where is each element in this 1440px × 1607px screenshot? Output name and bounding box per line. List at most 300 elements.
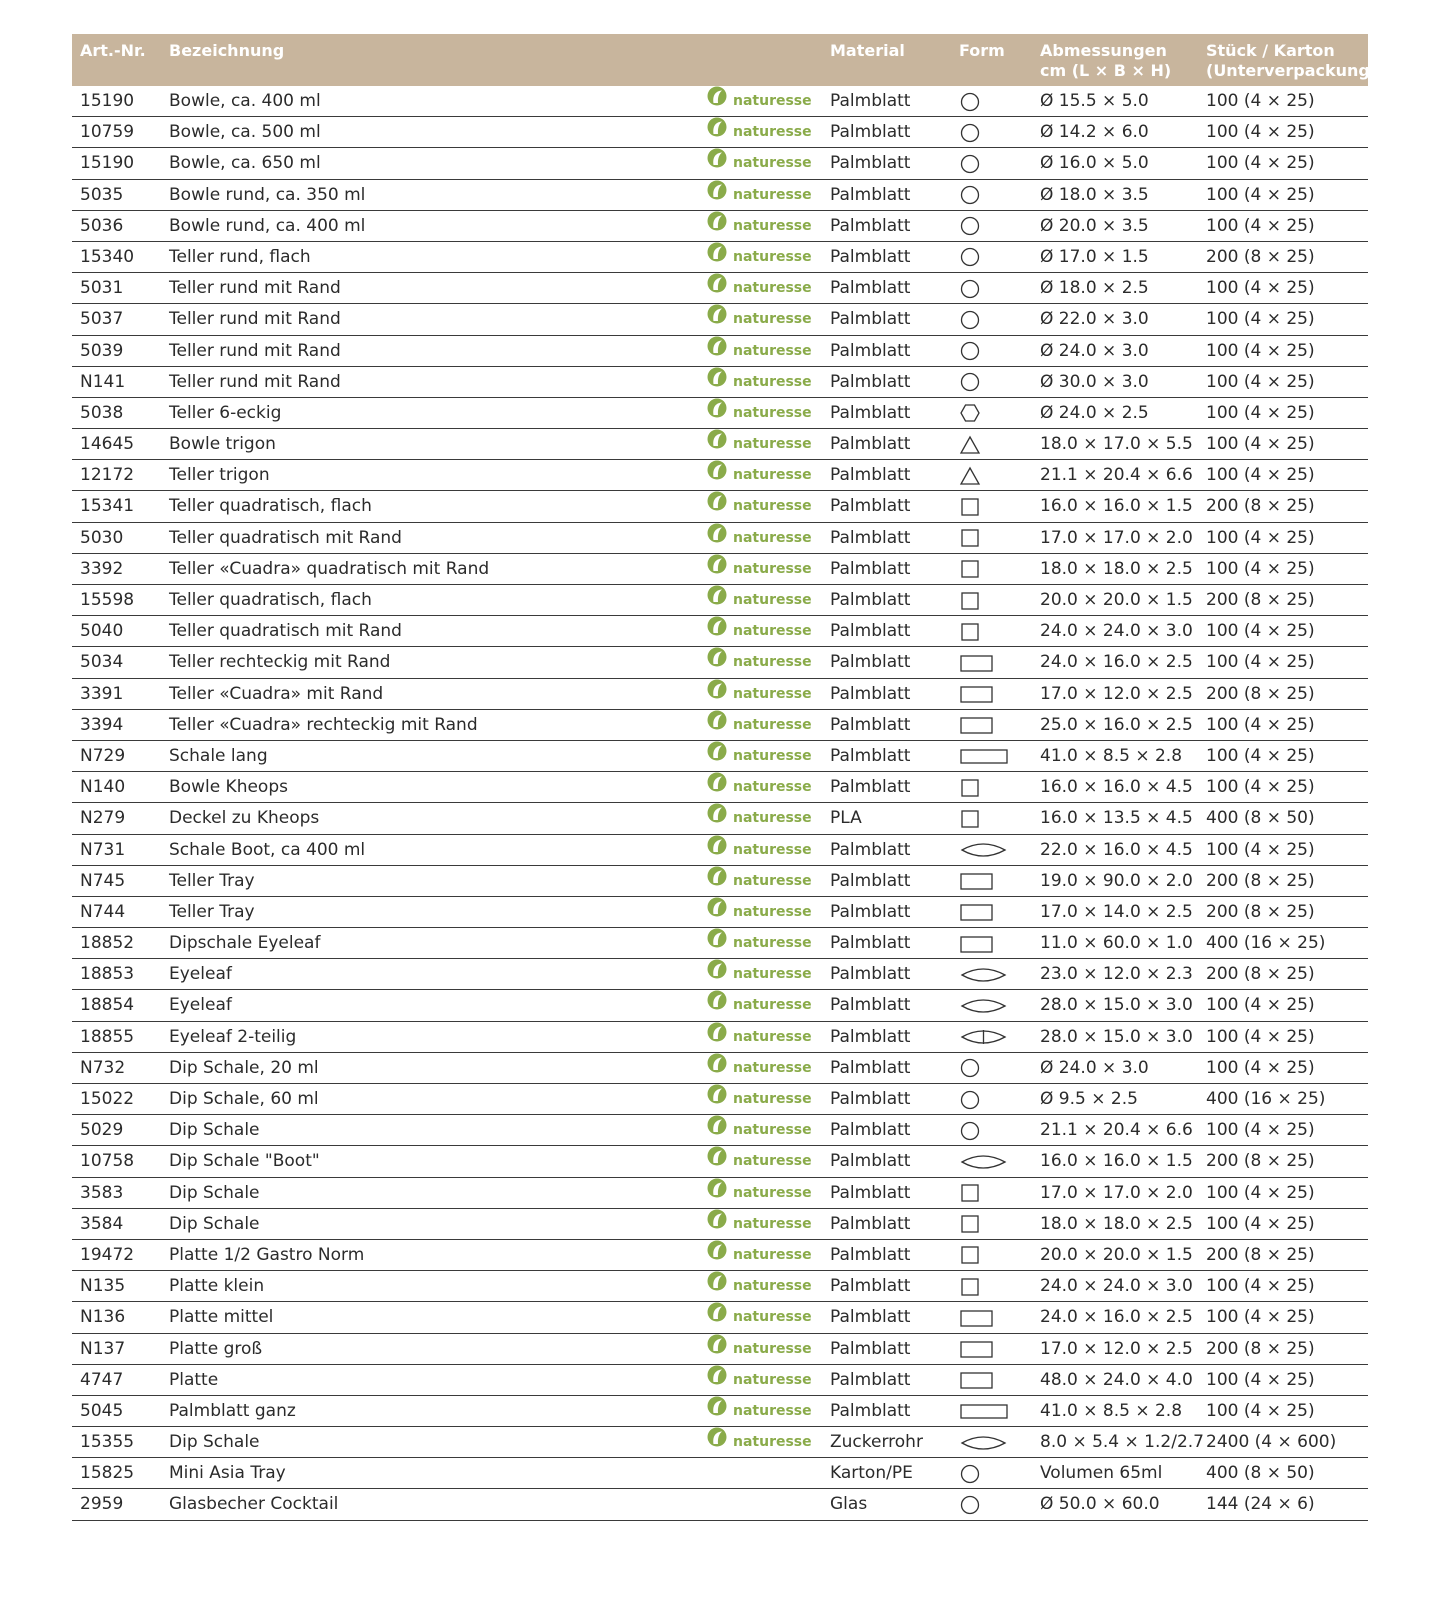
- table-row: [72, 1115, 1368, 1146]
- cell-bezeichnung: Deckel zu Kheops: [169, 808, 320, 829]
- header-art-nr: Art.-Nr.: [80, 41, 146, 60]
- cell-material: Palmblatt: [830, 465, 911, 486]
- cell-bezeichnung: Platte mittel: [169, 1307, 274, 1328]
- logo-text: naturesse: [733, 1309, 812, 1326]
- cell-material: Palmblatt: [830, 122, 911, 143]
- cell-stueck-karton: 100 (4 × 25): [1206, 153, 1315, 174]
- circle-shape-icon: [959, 86, 981, 117]
- cell-abmessungen: 21.1 × 20.4 × 6.6: [1040, 1120, 1193, 1141]
- naturesse-logo: [707, 117, 812, 148]
- leaf-icon: [707, 1053, 727, 1084]
- cell-bezeichnung: Teller rund mit Rand: [169, 309, 341, 330]
- cell-abmessungen: 23.0 × 12.0 × 2.3: [1040, 964, 1193, 985]
- cell-material: Palmblatt: [830, 1369, 911, 1390]
- cell-stueck-karton: 100 (4 × 25): [1206, 1276, 1315, 1297]
- leaf-icon: [707, 367, 727, 398]
- cell-bezeichnung: Teller trigon: [169, 465, 270, 486]
- cell-abmessungen: Ø 18.0 × 2.5: [1040, 278, 1149, 299]
- cell-stueck-karton: 100 (4 × 25): [1206, 122, 1315, 143]
- leaf-icon: [707, 835, 727, 866]
- naturesse-logo: [707, 180, 812, 211]
- header-material: Material: [830, 41, 905, 60]
- logo-text: naturesse: [733, 280, 812, 297]
- logo-text: naturesse: [733, 747, 812, 764]
- cell-art-nr: N135: [80, 1276, 126, 1297]
- cell-bezeichnung: Teller Tray: [169, 870, 255, 891]
- logo-text: naturesse: [733, 1371, 812, 1388]
- cell-stueck-karton: 100 (4 × 25): [1206, 1213, 1315, 1234]
- table-row: [72, 148, 1368, 179]
- cell-bezeichnung: Mini Asia Tray: [169, 1463, 286, 1484]
- hexagon-shape-icon: [959, 398, 981, 429]
- cell-bezeichnung: Teller rund mit Rand: [169, 278, 341, 299]
- square-shape-icon: [959, 491, 981, 522]
- table-row: [72, 1240, 1368, 1271]
- cell-art-nr: 5037: [80, 309, 124, 330]
- naturesse-logo: [707, 897, 812, 928]
- leaf-icon: [707, 460, 727, 491]
- cell-stueck-karton: 200 (8 × 25): [1206, 1244, 1315, 1265]
- table-row: [72, 1178, 1368, 1209]
- leaf-icon: [707, 523, 727, 554]
- cell-art-nr: 14645: [80, 434, 135, 455]
- leaf-icon: [707, 866, 727, 897]
- eye-shape-icon: [959, 1146, 1009, 1177]
- cell-stueck-karton: 100 (4 × 25): [1206, 215, 1315, 236]
- cell-abmessungen: 17.0 × 17.0 × 2.0: [1040, 1182, 1193, 1203]
- logo-text: naturesse: [733, 529, 812, 546]
- cell-abmessungen: 18.0 × 18.0 × 2.5: [1040, 1213, 1193, 1234]
- naturesse-logo: [707, 336, 812, 367]
- naturesse-logo: [707, 679, 812, 710]
- rect-shape-icon: [959, 1365, 995, 1396]
- table-row: [72, 647, 1368, 678]
- cell-material: Palmblatt: [830, 1057, 911, 1078]
- cell-abmessungen: Ø 24.0 × 3.0: [1040, 1057, 1149, 1078]
- cell-material: Palmblatt: [830, 434, 911, 455]
- cell-material: Palmblatt: [830, 839, 911, 860]
- cell-material: Palmblatt: [830, 714, 911, 735]
- naturesse-logo: [707, 1084, 812, 1115]
- leaf-icon: [707, 679, 727, 710]
- cell-art-nr: 3394: [80, 714, 124, 735]
- cell-bezeichnung: Dip Schale, 60 ml: [169, 1089, 319, 1109]
- cell-material: Palmblatt: [830, 1089, 911, 1109]
- cell-bezeichnung: Glasbecher Cocktail: [169, 1494, 339, 1515]
- table-row: [72, 803, 1368, 834]
- cell-stueck-karton: 400 (8 × 50): [1206, 808, 1315, 829]
- cell-material: Palmblatt: [830, 278, 911, 299]
- cell-art-nr: N279: [80, 808, 126, 829]
- logo-text: naturesse: [733, 1246, 812, 1263]
- naturesse-logo: [707, 1240, 812, 1271]
- cell-material: Palmblatt: [830, 1276, 911, 1297]
- leaf-icon: [707, 1302, 727, 1333]
- cell-abmessungen: 24.0 × 24.0 × 3.0: [1040, 621, 1193, 642]
- naturesse-logo: [707, 1209, 812, 1240]
- leaf-icon: [707, 1396, 727, 1427]
- leaf-icon: [707, 959, 727, 990]
- cell-abmessungen: 41.0 × 8.5 × 2.8: [1040, 1400, 1183, 1421]
- cell-stueck-karton: 100 (4 × 25): [1206, 777, 1315, 798]
- cell-abmessungen: 8.0 × 5.4 × 1.2/2.7: [1040, 1432, 1204, 1453]
- cell-stueck-karton: 100 (4 × 25): [1206, 434, 1315, 455]
- circle-shape-icon: [959, 211, 981, 242]
- cell-material: Palmblatt: [830, 590, 911, 610]
- cell-art-nr: 2959: [80, 1494, 124, 1515]
- cell-material: Palmblatt: [830, 1182, 911, 1203]
- cell-stueck-karton: 2400 (4 × 600): [1206, 1432, 1337, 1453]
- table-row: [72, 398, 1368, 429]
- cell-art-nr: 5045: [80, 1400, 124, 1421]
- cell-abmessungen: 22.0 × 16.0 × 4.5: [1040, 839, 1193, 860]
- logo-text: naturesse: [733, 654, 812, 671]
- cell-abmessungen: 16.0 × 13.5 × 4.5: [1040, 808, 1193, 829]
- leaf-icon: [707, 772, 727, 803]
- logo-text: naturesse: [733, 716, 812, 733]
- naturesse-logo: [707, 554, 812, 585]
- naturesse-logo: [707, 1053, 812, 1084]
- cell-stueck-karton: 100 (4 × 25): [1206, 995, 1315, 1016]
- cell-stueck-karton: 100 (4 × 25): [1206, 309, 1315, 330]
- table-row: [72, 523, 1368, 554]
- cell-abmessungen: 17.0 × 12.0 × 2.5: [1040, 1338, 1193, 1359]
- cell-material: Palmblatt: [830, 683, 911, 704]
- cell-art-nr: 18854: [80, 995, 135, 1016]
- cell-material: Palmblatt: [830, 1244, 911, 1265]
- cell-art-nr: 15190: [80, 91, 135, 111]
- table-row: [72, 554, 1368, 585]
- naturesse-logo: [707, 585, 812, 616]
- header-bezeichnung: Bezeichnung: [169, 41, 285, 60]
- cell-bezeichnung: Schale Boot, ca 400 ml: [169, 839, 366, 860]
- cell-abmessungen: 25.0 × 16.0 × 2.5: [1040, 714, 1193, 735]
- leaf-icon: [707, 1178, 727, 1209]
- naturesse-logo: [707, 1302, 812, 1333]
- square-shape-icon: [959, 1178, 981, 1209]
- table-row: [72, 211, 1368, 242]
- cell-abmessungen: 18.0 × 17.0 × 5.5: [1040, 434, 1193, 455]
- table-row: [72, 117, 1368, 148]
- cell-abmessungen: 24.0 × 16.0 × 2.5: [1040, 652, 1193, 673]
- cell-stueck-karton: 100 (4 × 25): [1206, 371, 1315, 392]
- logo-text: naturesse: [733, 186, 812, 203]
- naturesse-logo: [707, 1146, 812, 1177]
- cell-bezeichnung: Teller Tray: [169, 901, 255, 922]
- cell-bezeichnung: Teller quadratisch, flach: [169, 590, 372, 610]
- cell-art-nr: 12172: [80, 465, 135, 486]
- cell-stueck-karton: 100 (4 × 25): [1206, 1400, 1315, 1421]
- table-row: [72, 835, 1368, 866]
- cell-bezeichnung: Palmblatt ganz: [169, 1400, 296, 1421]
- cell-bezeichnung: Bowle, ca. 650 ml: [169, 153, 321, 174]
- table-row: [72, 1022, 1368, 1053]
- naturesse-logo: [707, 523, 812, 554]
- cell-bezeichnung: Dip Schale: [169, 1182, 260, 1203]
- cell-bezeichnung: Platte 1/2 Gastro Norm: [169, 1244, 365, 1265]
- cell-abmessungen: 17.0 × 14.0 × 2.5: [1040, 901, 1193, 922]
- table-row: [72, 710, 1368, 741]
- cell-art-nr: N137: [80, 1338, 126, 1359]
- leaf-icon: [707, 304, 727, 335]
- naturesse-logo: [707, 710, 812, 741]
- eye2-shape-icon: [959, 1022, 1009, 1053]
- triangle-shape-icon: [959, 429, 981, 460]
- cell-stueck-karton: 100 (4 × 25): [1206, 1057, 1315, 1078]
- logo-text: naturesse: [733, 810, 812, 827]
- square-shape-icon: [959, 523, 981, 554]
- circle-shape-icon: [959, 1458, 981, 1489]
- cell-stueck-karton: 200 (8 × 25): [1206, 901, 1315, 922]
- cell-abmessungen: 41.0 × 8.5 × 2.8: [1040, 745, 1183, 766]
- cell-abmessungen: Ø 50.0 × 60.0: [1040, 1494, 1160, 1515]
- cell-stueck-karton: 200 (8 × 25): [1206, 964, 1315, 985]
- cell-stueck-karton: 100 (4 × 25): [1206, 91, 1315, 111]
- leaf-icon: [707, 86, 727, 117]
- leaf-icon: [707, 117, 727, 148]
- cell-bezeichnung: Eyeleaf: [169, 995, 232, 1016]
- logo-text: naturesse: [733, 1028, 812, 1045]
- leaf-icon: [707, 710, 727, 741]
- table-row: [72, 491, 1368, 522]
- triangle-shape-icon: [959, 460, 981, 491]
- table-row: [72, 460, 1368, 491]
- cell-material: Palmblatt: [830, 1151, 911, 1172]
- logo-text: naturesse: [733, 1153, 812, 1170]
- cell-bezeichnung: Dip Schale: [169, 1120, 260, 1141]
- circle-shape-icon: [959, 367, 981, 398]
- table-row: [72, 1302, 1368, 1333]
- naturesse-logo: [707, 429, 812, 460]
- table-row: [72, 304, 1368, 335]
- naturesse-logo: [707, 86, 812, 117]
- logo-text: naturesse: [733, 93, 812, 109]
- cell-material: Palmblatt: [830, 309, 911, 330]
- cell-bezeichnung: Teller «Cuadra» mit Rand: [169, 683, 384, 704]
- cell-art-nr: 3584: [80, 1213, 124, 1234]
- cell-abmessungen: 20.0 × 20.0 × 1.5: [1040, 590, 1193, 610]
- cell-art-nr: 15340: [80, 246, 135, 267]
- naturesse-logo: [707, 1022, 812, 1053]
- naturesse-logo: [707, 647, 812, 678]
- logo-text: naturesse: [733, 1091, 812, 1107]
- table-row: [72, 367, 1368, 398]
- table-row: [72, 1271, 1368, 1302]
- table-row: [72, 928, 1368, 959]
- cell-art-nr: 3583: [80, 1182, 124, 1203]
- leaf-icon: [707, 990, 727, 1021]
- naturesse-logo: [707, 990, 812, 1021]
- cell-bezeichnung: Bowle rund, ca. 350 ml: [169, 184, 366, 205]
- table-row: [72, 1084, 1368, 1115]
- leaf-icon: [707, 1146, 727, 1177]
- circle-shape-icon: [959, 336, 981, 367]
- cell-art-nr: 5036: [80, 215, 124, 236]
- logo-text: naturesse: [733, 779, 812, 796]
- square-shape-icon: [959, 772, 981, 803]
- cell-material: Palmblatt: [830, 933, 911, 954]
- cell-material: Palmblatt: [830, 215, 911, 236]
- cell-material: Palmblatt: [830, 558, 911, 579]
- table-row: [72, 1489, 1368, 1520]
- logo-text: naturesse: [733, 1278, 812, 1295]
- table-row: [72, 336, 1368, 367]
- cell-abmessungen: 17.0 × 12.0 × 2.5: [1040, 683, 1193, 704]
- naturesse-logo: [707, 1365, 812, 1396]
- table-header: [72, 34, 1378, 86]
- product-table: [72, 34, 1378, 1521]
- table-row: [72, 772, 1368, 803]
- cell-bezeichnung: Teller quadratisch mit Rand: [169, 621, 402, 642]
- leaf-icon: [707, 273, 727, 304]
- square-shape-icon: [959, 585, 981, 616]
- cell-art-nr: 5035: [80, 184, 124, 205]
- cell-bezeichnung: Teller quadratisch mit Rand: [169, 527, 402, 548]
- rect-shape-icon: [959, 1334, 995, 1365]
- longrect-shape-icon: [959, 1396, 1009, 1427]
- logo-text: naturesse: [733, 841, 812, 858]
- rect-shape-icon: [959, 1302, 995, 1333]
- naturesse-logo: [707, 491, 812, 522]
- logo-text: naturesse: [733, 623, 812, 640]
- cell-stueck-karton: 200 (8 × 25): [1206, 1338, 1315, 1359]
- cell-art-nr: 4747: [80, 1369, 124, 1390]
- cell-abmessungen: 28.0 × 15.0 × 3.0: [1040, 1026, 1193, 1047]
- leaf-icon: [707, 616, 727, 647]
- cell-material: Palmblatt: [830, 995, 911, 1016]
- leaf-icon: [707, 1271, 727, 1302]
- leaf-icon: [707, 336, 727, 367]
- table-row: [72, 429, 1368, 460]
- cell-abmessungen: 24.0 × 24.0 × 3.0: [1040, 1276, 1193, 1297]
- cell-bezeichnung: Platte groß: [169, 1338, 263, 1359]
- cell-material: Palmblatt: [830, 402, 911, 423]
- cell-art-nr: 10758: [80, 1151, 135, 1172]
- rect-shape-icon: [959, 710, 995, 741]
- logo-text: naturesse: [733, 373, 812, 390]
- cell-abmessungen: Ø 22.0 × 3.0: [1040, 309, 1149, 330]
- cell-bezeichnung: Dip Schale "Boot": [169, 1151, 320, 1172]
- cell-abmessungen: 16.0 × 16.0 × 1.5: [1040, 496, 1193, 517]
- cell-abmessungen: 18.0 × 18.0 × 2.5: [1040, 558, 1193, 579]
- cell-art-nr: 5038: [80, 402, 124, 423]
- leaf-icon: [707, 1115, 727, 1146]
- square-shape-icon: [959, 1209, 981, 1240]
- leaf-icon: [707, 1240, 727, 1271]
- cell-art-nr: N731: [80, 839, 126, 860]
- rect-shape-icon: [959, 679, 995, 710]
- cell-bezeichnung: Teller rund mit Rand: [169, 371, 341, 392]
- rect-shape-icon: [959, 866, 995, 897]
- cell-art-nr: N745: [80, 870, 126, 891]
- naturesse-logo: [707, 273, 812, 304]
- leaf-icon: [707, 1022, 727, 1053]
- cell-stueck-karton: 100 (4 × 25): [1206, 714, 1315, 735]
- table-row: [72, 1334, 1368, 1365]
- logo-text: naturesse: [733, 217, 812, 234]
- logo-text: naturesse: [733, 342, 812, 359]
- cell-bezeichnung: Eyeleaf: [169, 964, 232, 985]
- cell-material: Palmblatt: [830, 1120, 911, 1141]
- circle-shape-icon: [959, 180, 981, 211]
- cell-abmessungen: Ø 24.0 × 3.0: [1040, 340, 1149, 361]
- cell-material: Palmblatt: [830, 777, 911, 798]
- table-row: [72, 679, 1368, 710]
- cell-material: Palmblatt: [830, 153, 911, 174]
- leaf-icon: [707, 148, 727, 179]
- cell-material: Palmblatt: [830, 1338, 911, 1359]
- square-shape-icon: [959, 803, 981, 834]
- table-row: [72, 897, 1368, 928]
- cell-abmessungen: Ø 30.0 × 3.0: [1040, 371, 1149, 392]
- cell-material: Palmblatt: [830, 246, 911, 267]
- cell-art-nr: 15190: [80, 153, 135, 174]
- cell-material: Palmblatt: [830, 1026, 911, 1047]
- cell-stueck-karton: 100 (4 × 25): [1206, 652, 1315, 673]
- naturesse-logo: [707, 959, 812, 990]
- cell-bezeichnung: Teller rund mit Rand: [169, 340, 341, 361]
- table-row: [72, 959, 1368, 990]
- circle-shape-icon: [959, 1084, 981, 1115]
- cell-abmessungen: 17.0 × 17.0 × 2.0: [1040, 527, 1193, 548]
- cell-art-nr: N140: [80, 777, 126, 798]
- naturesse-logo: [707, 1178, 812, 1209]
- cell-bezeichnung: Bowle, ca. 500 ml: [169, 122, 321, 143]
- cell-abmessungen: Ø 16.0 × 5.0: [1040, 153, 1149, 174]
- cell-stueck-karton: 200 (8 × 25): [1206, 683, 1315, 704]
- cell-abmessungen: 11.0 × 60.0 × 1.0: [1040, 933, 1193, 954]
- naturesse-logo: [707, 1396, 812, 1427]
- table-row: [72, 990, 1368, 1021]
- cell-material: Palmblatt: [830, 745, 911, 766]
- cell-bezeichnung: Teller rechteckig mit Rand: [169, 652, 391, 673]
- cell-abmessungen: Ø 24.0 × 2.5: [1040, 402, 1149, 423]
- cell-abmessungen: 20.0 × 20.0 × 1.5: [1040, 1244, 1193, 1265]
- cell-material: Palmblatt: [830, 901, 911, 922]
- leaf-icon: [707, 429, 727, 460]
- logo-text: naturesse: [733, 903, 812, 920]
- cell-abmessungen: 28.0 × 15.0 × 3.0: [1040, 995, 1193, 1016]
- cell-stueck-karton: 400 (8 × 50): [1206, 1463, 1315, 1484]
- naturesse-logo: [707, 1427, 812, 1458]
- cell-bezeichnung: Teller 6-eckig: [169, 402, 282, 423]
- table-row: [72, 1209, 1368, 1240]
- cell-bezeichnung: Dipschale Eyeleaf: [169, 933, 321, 954]
- cell-abmessungen: Volumen 65ml: [1040, 1463, 1163, 1484]
- cell-abmessungen: Ø 9.5 × 2.5: [1040, 1089, 1138, 1109]
- cell-art-nr: 18855: [80, 1026, 135, 1047]
- cell-material: Palmblatt: [830, 652, 911, 673]
- cell-material: Glas: [830, 1494, 868, 1515]
- cell-art-nr: 19472: [80, 1244, 135, 1265]
- cell-bezeichnung: Teller «Cuadra» rechteckig mit Rand: [169, 714, 478, 735]
- cell-art-nr: 15825: [80, 1463, 135, 1484]
- naturesse-logo: [707, 616, 812, 647]
- circle-shape-icon: [959, 242, 981, 273]
- naturesse-logo: [707, 741, 812, 772]
- circle-shape-icon: [959, 1115, 981, 1146]
- cell-art-nr: 15355: [80, 1432, 135, 1453]
- logo-text: naturesse: [733, 1215, 812, 1232]
- eye-shape-icon: [959, 959, 1009, 990]
- cell-stueck-karton: 400 (16 × 25): [1206, 1089, 1326, 1109]
- cell-abmessungen: 16.0 × 16.0 × 4.5: [1040, 777, 1193, 798]
- cell-stueck-karton: 100 (4 × 25): [1206, 402, 1315, 423]
- cell-art-nr: N744: [80, 901, 126, 922]
- logo-text: naturesse: [733, 872, 812, 889]
- cell-material: Palmblatt: [830, 870, 911, 891]
- logo-text: naturesse: [733, 1184, 812, 1201]
